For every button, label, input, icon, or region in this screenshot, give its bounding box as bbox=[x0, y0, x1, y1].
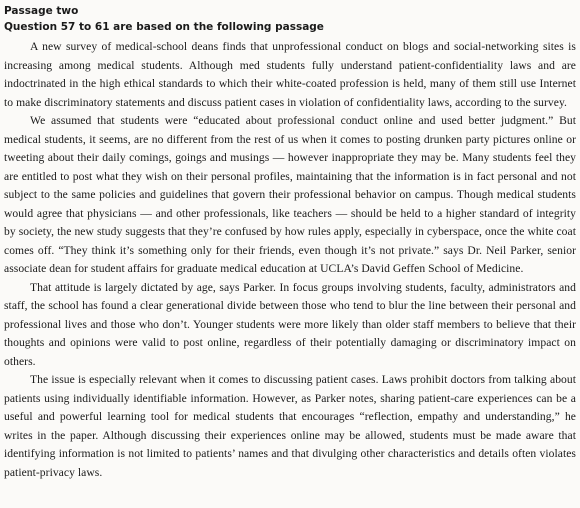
question-heading: Question 57 to 61 are based on the following passage bbox=[4, 21, 324, 33]
paragraph-2: We assumed that students were “educated about professional conduct online and used better judgment.” But medical students, it seems, are no different from the rest of us when it comes to posting drunken party pictures online or tweeting about their daily comings, goings and musings — however inappropriate they may be. Many students feel they are entitled to post what they wish on their personal profiles, maintaining that the information is in fact personal and not subject to the same policies and guidelines that govern their professional behavior on campus. Though medical students would agree that physicians — and other professionals, like teachers — should be held to a higher standard of integrity by society, the new study suggests that they’re confused by how rules apply, especially in cyberspace, once the white coat comes off. “They think it’s something only for their friends, even though it’s not private.” says Dr. Neil Parker, senior associate dean for student affairs for graduate medical education at UCLA’s David Geffen School of Medicine. bbox=[4, 114, 576, 275]
paragraph-1: A new survey of medical-school deans finds that unprofessional conduct on blogs and social-networking sites is increasing among medical students. Although med students fully understand patient-confidentiality laws and are indoctrinated in the high ethical standards to which their white-coated profession is held, many of them still use Internet to make discriminatory statements and discuss patient cases in violation of confidentiality laws, according to the survey. bbox=[4, 40, 576, 109]
paragraph-4: The issue is especially relevant when it comes to discussing patient cases. Laws prohibit doctors from talking about patients using individually identifiable information. However, as Parker notes, sharing patient-care experiences can be a useful and powerful learning tool for medical students that encourages “reflection, empathy and understanding,” he writes in the paper. Although discussing their experiences online may be allowed, students must be made aware that identifying information is not limited to patients’ names and that divulging other characteristics and details often violates patient-privacy laws. bbox=[4, 373, 576, 479]
paragraph-3: That attitude is largely dictated by age, says Parker. In focus groups involving students, faculty, administrators and staff, the school has found a clear generational divide between those who tend to blur the line between their personal and professional lives and those who don’t. Younger students were more likely than older staff members to believe that their thoughts and opinions were valid to post online, regardless of their potentially damaging or discriminatory impact on others. bbox=[4, 280, 576, 368]
section-label: Passage two bbox=[4, 5, 79, 17]
